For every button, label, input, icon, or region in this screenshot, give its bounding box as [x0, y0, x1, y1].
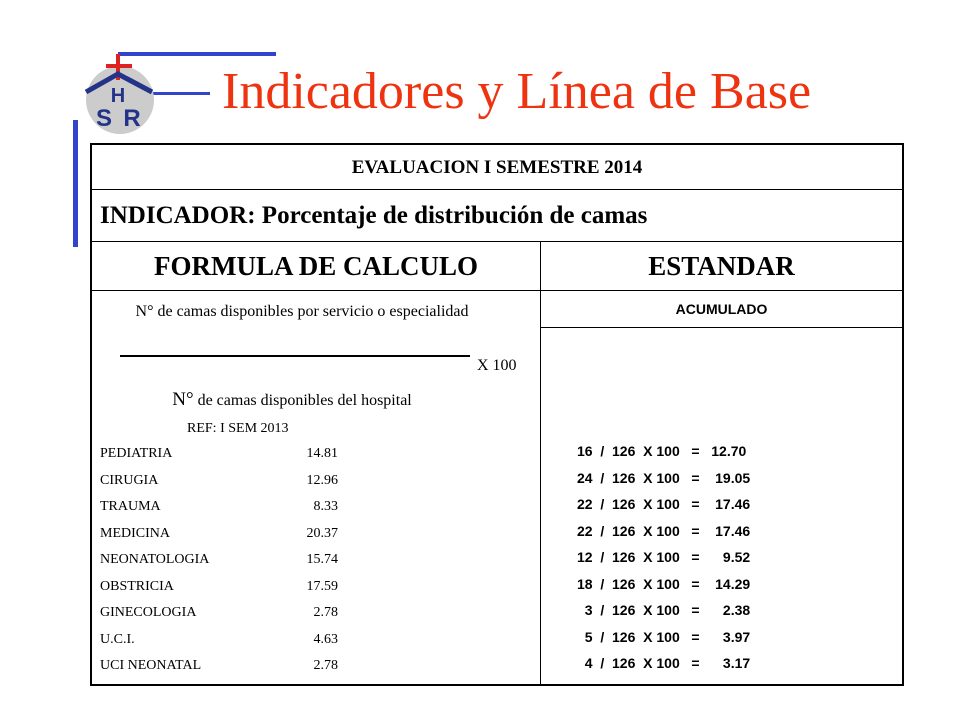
- service-name: TRAUMA: [100, 499, 161, 514]
- service-name: GINECOLOGIA: [100, 605, 197, 620]
- calculation-row: 16 / 126 X 100 = 12.70: [577, 443, 747, 459]
- accumulated-label: ACUMULADO: [541, 291, 902, 328]
- service-row: [100, 658, 338, 674]
- page-title: Indicadores y Línea de Base: [222, 63, 812, 120]
- calculation-row: 4 / 126 X 100 = 3.17: [577, 655, 751, 671]
- calculation-row: 18 / 126 X 100 = 14.29: [577, 575, 751, 592]
- formula-header: FORMULA DE CALCULO: [153, 251, 478, 281]
- logo-letter-s: S: [95, 105, 113, 132]
- service-row: [100, 473, 338, 489]
- service-row: [100, 579, 338, 595]
- service-name: OBSTRICIA: [100, 578, 174, 594]
- service-value: 4.63: [313, 631, 338, 647]
- indicator-row: INDICADOR: Porcentaje de distribución de camas: [92, 190, 902, 242]
- calculation-row: 12 / 126 X 100 = 9.52: [577, 549, 751, 565]
- service-name: PEDIATRIA: [100, 446, 173, 461]
- service-name: U.C.I.: [100, 631, 135, 647]
- service-name: MEDICINA: [100, 525, 170, 541]
- calculation-row: 24 / 126 X 100 = 19.05: [577, 469, 751, 486]
- service-value: 17.59: [306, 578, 338, 594]
- service-row: [100, 499, 338, 515]
- standard-header: ESTANDAR: [648, 251, 795, 281]
- calculation-row: 3 / 126 X 100 = 2.38: [577, 602, 751, 618]
- denominator-text: de camas disponibles del hospital: [197, 392, 412, 409]
- logo-letter-r: R: [123, 105, 141, 132]
- formula-multiplier: X 100: [477, 357, 517, 374]
- service-name: NEONATOLOGIA: [100, 552, 210, 567]
- formula-cell: [92, 291, 540, 684]
- service-row: [100, 605, 338, 621]
- service-value: 12.96: [306, 472, 338, 488]
- calculation-row: 22 / 126 X 100 = 17.46: [577, 496, 751, 512]
- standard-cell: [541, 291, 902, 684]
- logo-letter-h: H: [110, 85, 126, 107]
- service-value: 20.37: [306, 525, 338, 541]
- service-value: 2.78: [313, 605, 338, 620]
- service-value: 8.33: [313, 499, 338, 514]
- service-name: CIRUGIA: [100, 472, 159, 488]
- reference-label: REF: I SEM 2013: [187, 421, 289, 436]
- evaluation-header: EVALUACION I SEMESTRE 2014: [92, 145, 902, 190]
- service-value: 14.81: [306, 446, 338, 461]
- service-value: 15.74: [306, 552, 338, 567]
- column-headers: [92, 242, 902, 291]
- denominator-symbol: N°: [172, 389, 194, 410]
- calculation-row: 5 / 126 X 100 = 3.97: [577, 628, 751, 645]
- service-row: [100, 552, 338, 568]
- service-name: UCI NEONATAL: [100, 658, 202, 673]
- logo-cross-horizontal: [106, 64, 132, 68]
- service-row: [100, 526, 338, 542]
- service-row: [100, 446, 338, 462]
- fraction-line: [120, 355, 470, 357]
- formula-denominator: [92, 389, 492, 411]
- hospital-logo: [80, 50, 160, 140]
- formula-numerator: N° de camas disponibles por servicio o especialidad: [135, 303, 469, 320]
- left-decor-line: [73, 120, 78, 247]
- service-row: [100, 632, 338, 648]
- calculation-row: 22 / 126 X 100 = 17.46: [577, 522, 751, 539]
- indicator-table: [90, 143, 904, 686]
- service-value: 2.78: [313, 658, 338, 673]
